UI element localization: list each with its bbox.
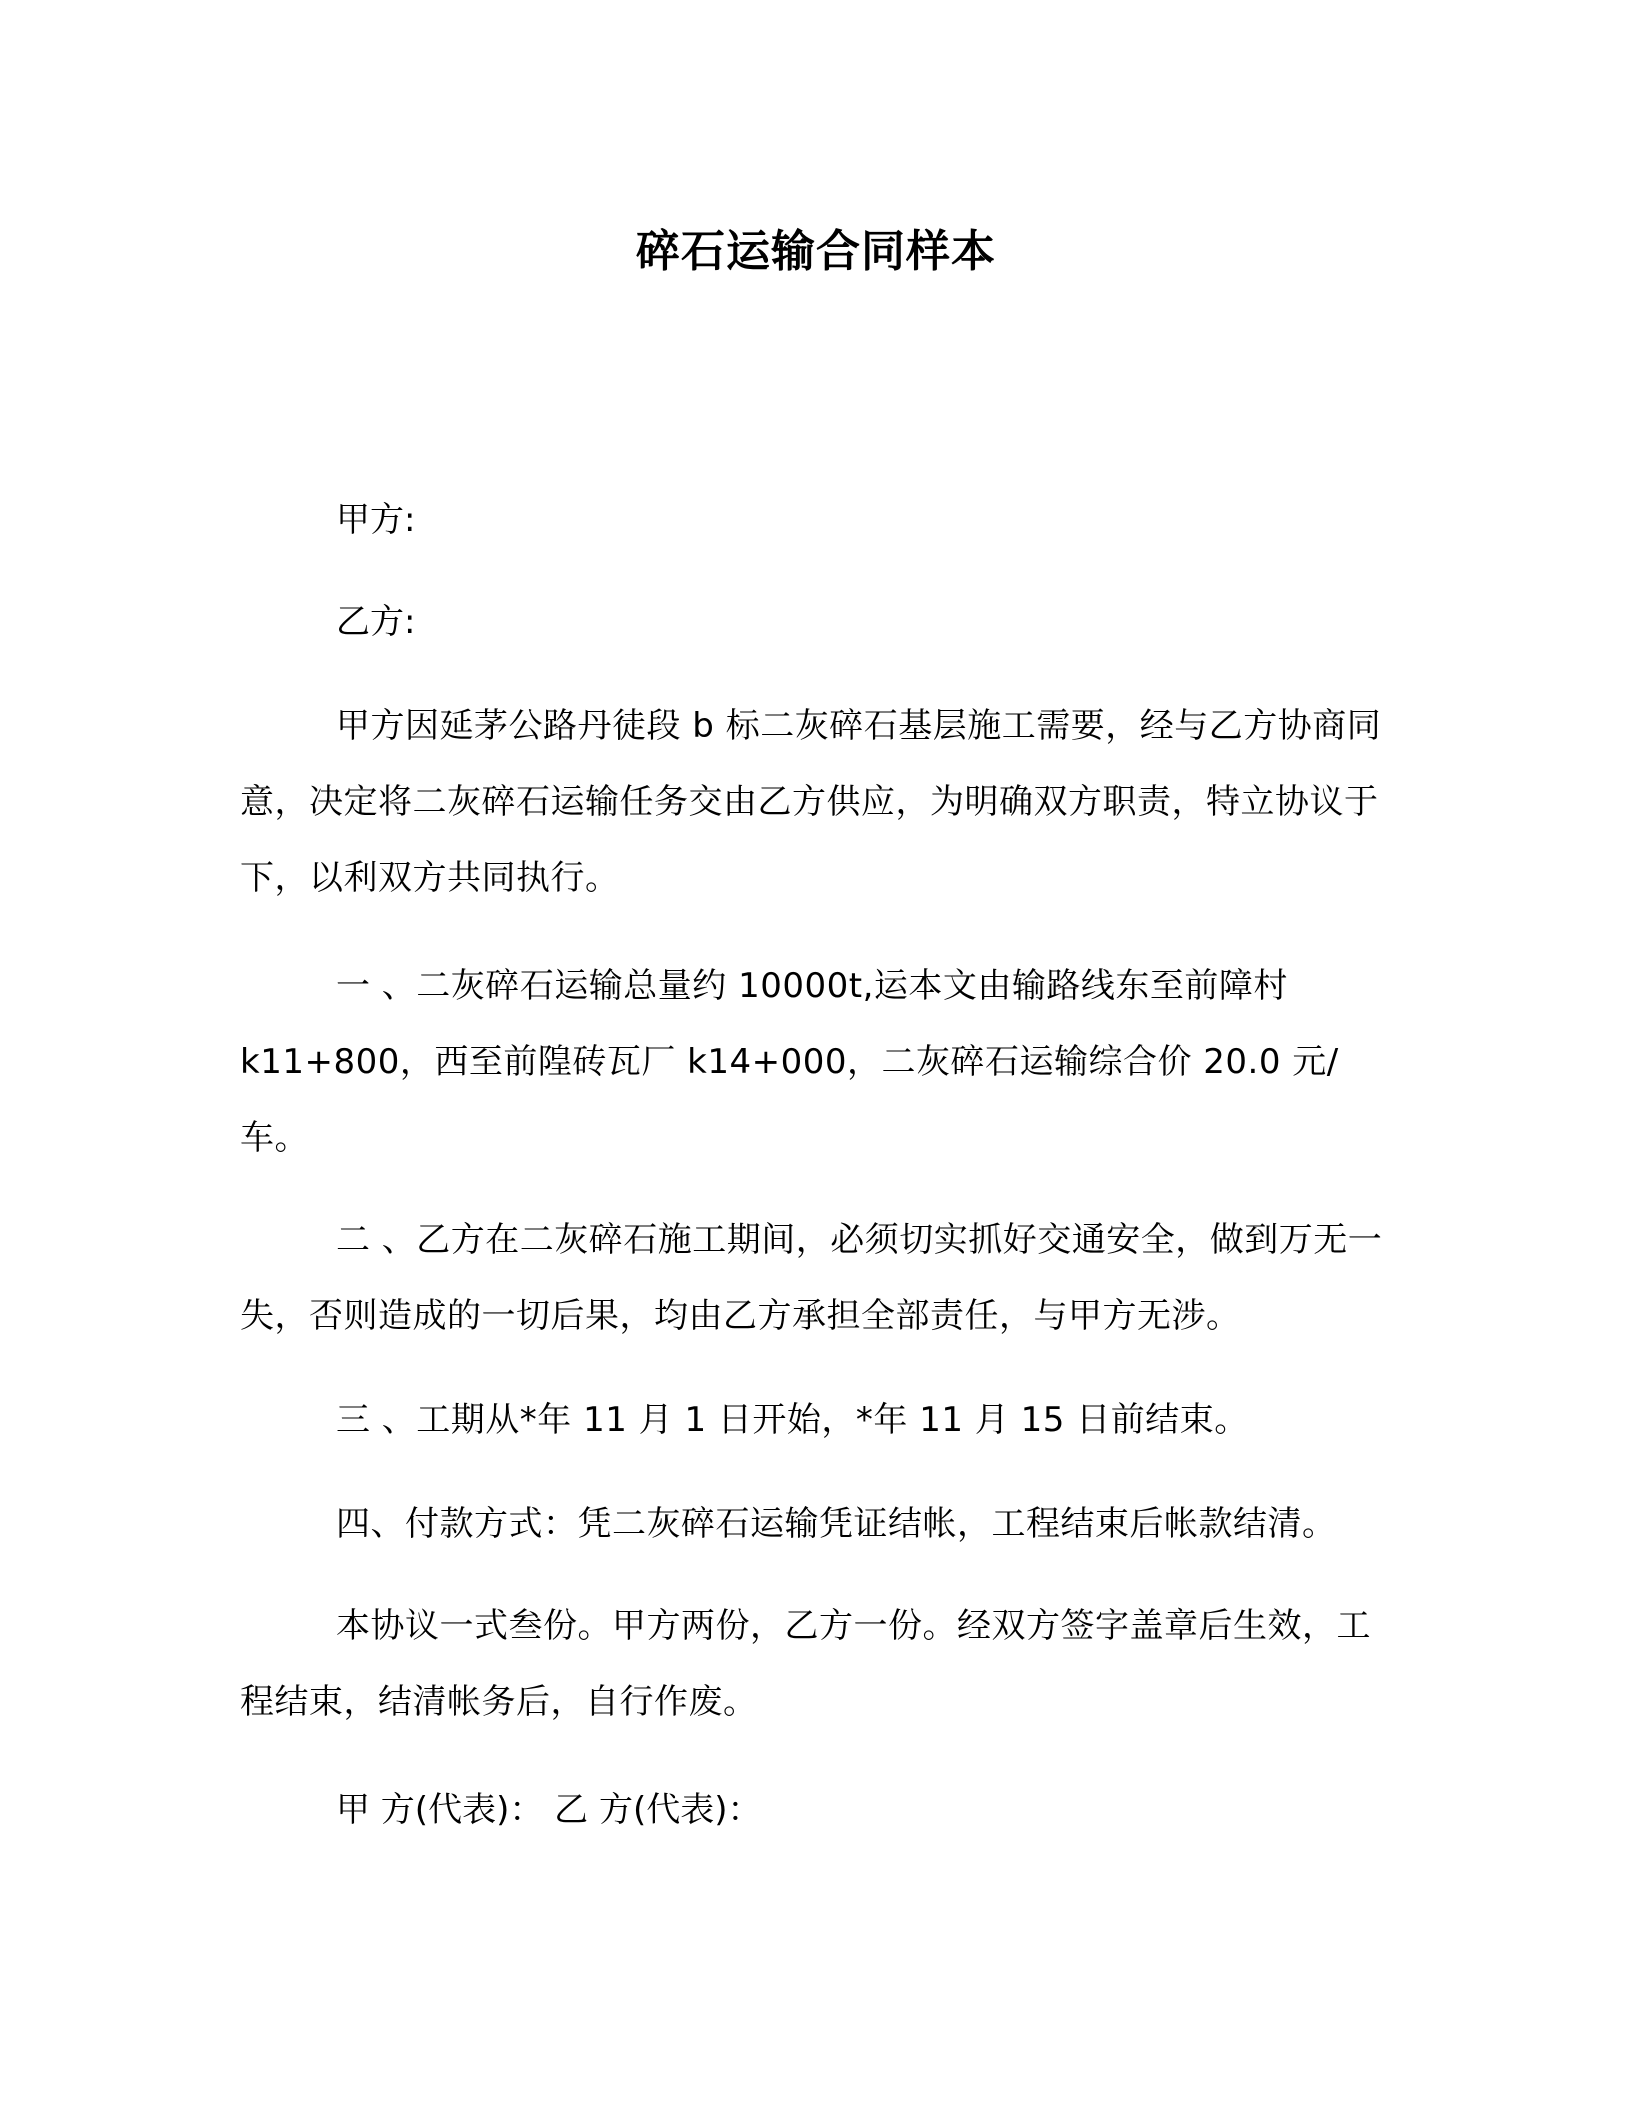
party-b-label: 乙方: (336, 602, 416, 642)
clause-4: 四、付款方式：凭二灰碎石运输凭证结帐，工程结束后帐款结清。 (336, 1504, 1337, 1544)
party-a-label: 甲方: (336, 500, 416, 540)
clause-2: 二 、乙方在二灰碎石施工期间，必须切实抓好交通安全，做到万无一失，否则造成的一切后果，均由乙方承担全部责任，与甲方无涉。 (240, 1220, 1383, 1336)
clause-1: 一 、二灰碎石运输总量约 10000t,运本文由输路线东至前障村 k11+800，西至前隍砖瓦厂 k14+000，二灰碎石运输综合价 20.0 元/车。 (240, 966, 1339, 1158)
document-title: 碎石运输合同样本 (636, 226, 996, 277)
intro-paragraph: 甲方因延茅公路丹徒段 b 标二灰碎石基层施工需要，经与乙方协商同意，决定将二灰碎石运输任务交由乙方供应，为明确双方职责，特立协议于下，以利双方共同执行。 (240, 706, 1382, 898)
signature-line: 甲 方(代表)： 乙 方(代表)： (336, 1790, 762, 1830)
clause-3: 三 、工期从*年 11 月 1 日开始，*年 11 月 15 日前结束。 (336, 1400, 1249, 1440)
copies-paragraph: 本协议一式叁份。甲方两份，乙方一份。经双方签字盖章后生效，工程结束，结清帐务后，自行作废。 (240, 1606, 1371, 1722)
